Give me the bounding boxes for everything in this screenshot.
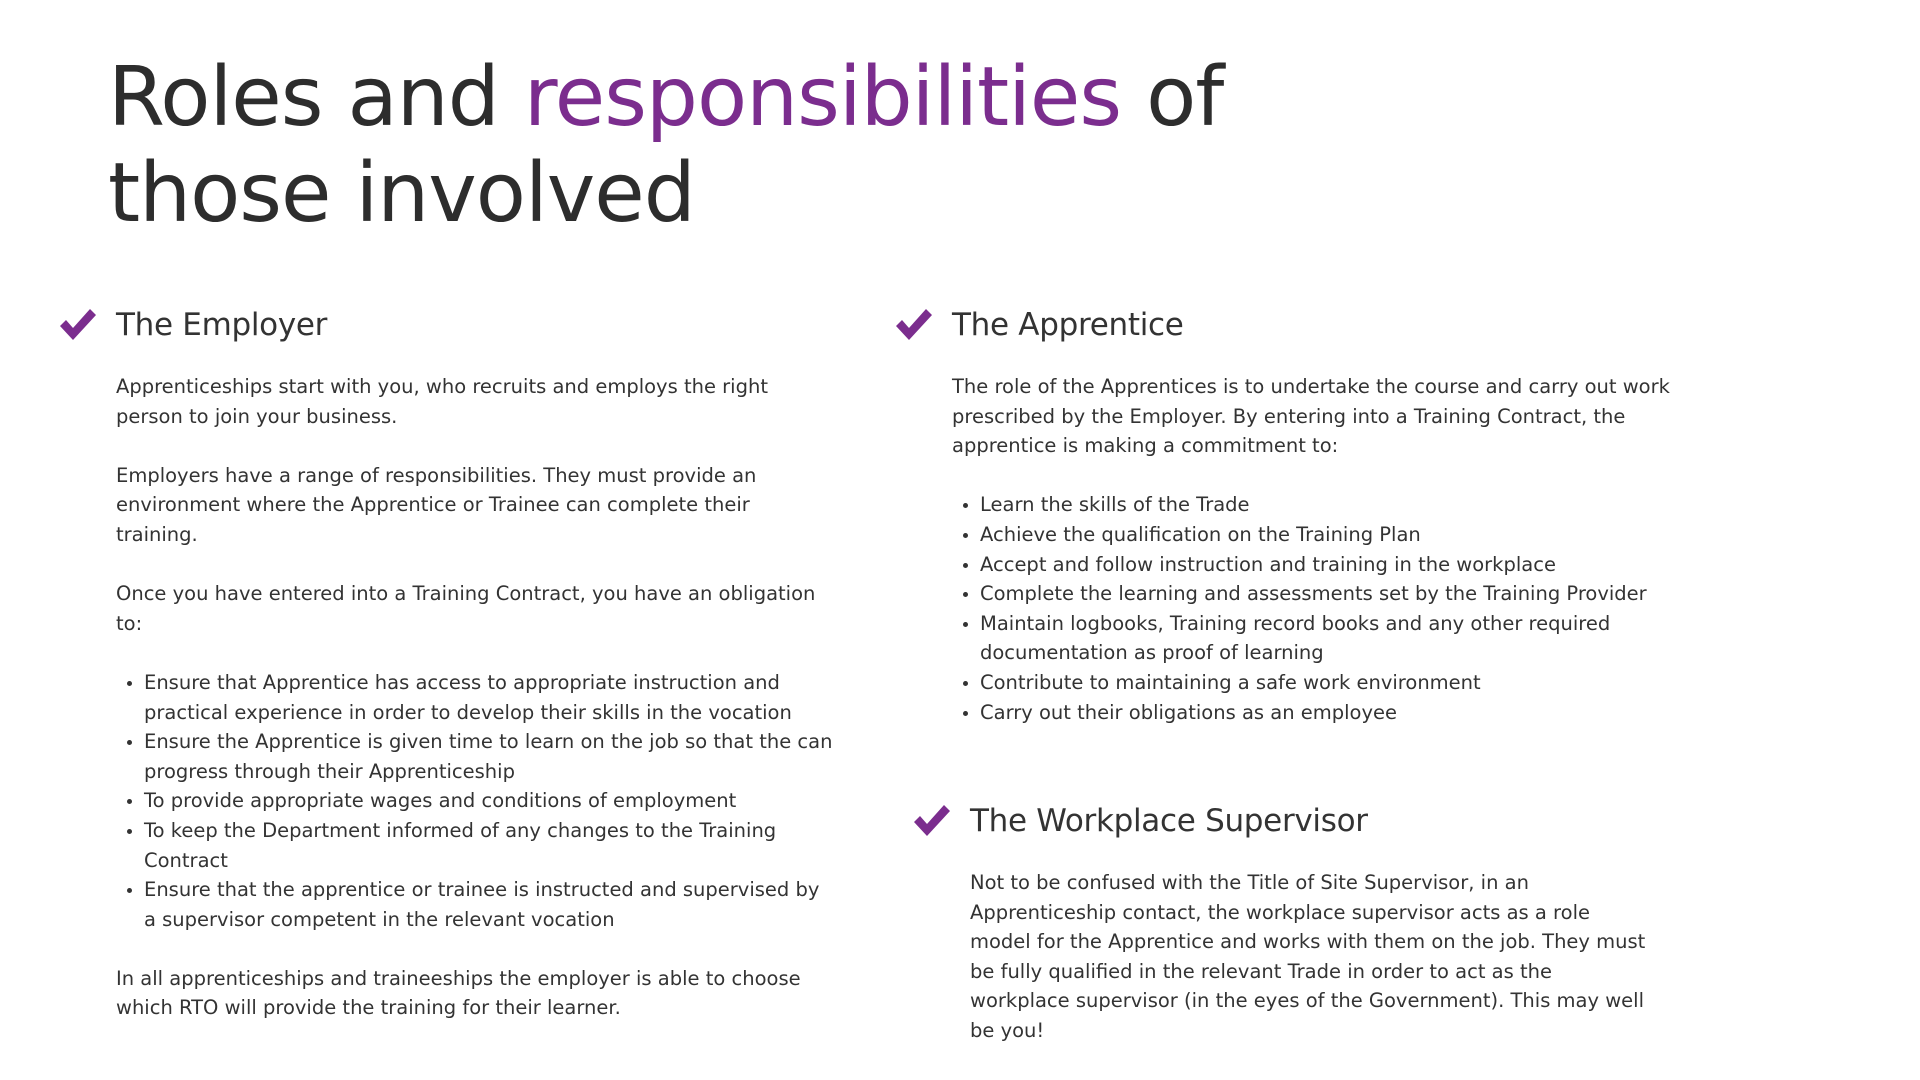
- supervisor-header: [912, 798, 1672, 844]
- supervisor-section: [912, 798, 1672, 1075]
- employer-header: [58, 302, 838, 348]
- title-part1: Roles and: [108, 50, 524, 145]
- list-item: • To keep the Department informed of any changes to the Training Contract: [144, 816, 836, 875]
- page-title: [108, 50, 1308, 242]
- supervisor-para-1: Not to be confused with the Title of Site Supervisor, in an Apprenticeship contact, the workplace supervisor acts as a role model for the Apprentice and works with them on the job. They must be fully qualified in the relevant Trade in order to act as the workplace supervisor (in the eyes of the Government). This may well be you!: [970, 871, 1646, 1042]
- employer-obligations-list: [144, 668, 836, 934]
- supervisor-body: [970, 868, 1650, 1046]
- list-item: • Ensure the Apprentice is given time to learn on the job so that the can progress through their Apprenticeship: [144, 727, 836, 786]
- supervisor-heading: The Workplace Supervisor: [970, 803, 1368, 839]
- checkmark-icon: [58, 307, 98, 343]
- employer-para-1: Apprenticeships start with you, who recruits and employs the right person to join your business.: [116, 375, 768, 428]
- apprentice-section: [894, 302, 1674, 757]
- list-item: • Achieve the qualification on the Training Plan: [980, 520, 1672, 550]
- employer-heading: The Employer: [116, 307, 328, 343]
- list-item: • Complete the learning and assessments set by the Training Provider: [980, 579, 1672, 609]
- employer-para-3: Once you have entered into a Training Contract, you have an obligation to:: [116, 582, 816, 635]
- list-item: • Accept and follow instruction and training in the workplace: [980, 550, 1672, 580]
- apprentice-para-1: The role of the Apprentices is to undertake the course and carry out work prescribed by the Employer. By entering into a Training Contract, the apprentice is making a commitment to:: [952, 375, 1670, 458]
- employer-section: [58, 302, 838, 1053]
- employer-para-2: Employers have a range of responsibilities. They must provide an environment where the Apprentice or Trainee can complete their training.: [116, 463, 757, 546]
- list-item: • Ensure that Apprentice has access to appropriate instruction and practical experience in order to develop their skills in the vocation: [144, 668, 836, 727]
- list-item: • Carry out their obligations as an employee: [980, 698, 1672, 728]
- list-item: • Ensure that the apprentice or trainee is instructed and supervised by a supervisor competent in the relevant vocation: [144, 875, 836, 934]
- title-line2: those involved: [108, 146, 695, 241]
- title-part2: of: [1121, 50, 1224, 145]
- apprentice-body: [952, 372, 1672, 727]
- apprentice-header: [894, 302, 1674, 348]
- apprentice-heading: The Apprentice: [952, 307, 1184, 343]
- checkmark-icon: [912, 803, 952, 839]
- employer-body: [116, 372, 836, 1023]
- list-item: • Learn the skills of the Trade: [980, 490, 1672, 520]
- employer-para-4: In all apprenticeships and traineeships the employer is able to choose which RTO will provide the training for their learner.: [116, 966, 801, 1020]
- list-item: • Contribute to maintaining a safe work environment: [980, 668, 1672, 698]
- list-item: • Maintain logbooks, Training record books and any other required documentation as proof of learning: [980, 609, 1672, 668]
- list-item: • To provide appropriate wages and conditions of employment: [144, 786, 836, 816]
- title-accent: responsibilities: [523, 50, 1122, 145]
- checkmark-icon: [894, 307, 934, 343]
- apprentice-commitments-list: [980, 490, 1672, 727]
